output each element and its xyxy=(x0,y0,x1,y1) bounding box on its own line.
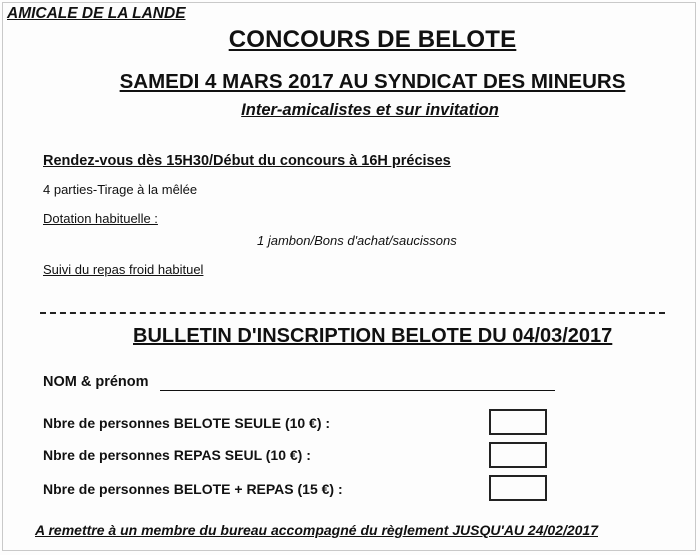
belote-only-label: Nbre de personnes BELOTE SEULE (10 €) : xyxy=(43,415,331,431)
dotation-label: Dotation habituelle : xyxy=(43,211,158,226)
belote-and-meal-count-box[interactable] xyxy=(489,475,547,501)
rendezvous-info: Rendez-vous dès 15H30/Début du concours à 16H précises xyxy=(43,153,451,169)
cut-line-divider xyxy=(40,312,665,314)
footer-note: A remettre à un membre du bureau accompagné du règlement JUSQU'AU 24/02/2017 xyxy=(35,522,598,538)
association-name: AMICALE DE LA LANDE xyxy=(7,5,186,22)
name-label: NOM & prénom xyxy=(43,374,149,390)
belote-only-count-box[interactable] xyxy=(489,409,547,435)
event-subtitle: Inter-amicalistes et sur invitation xyxy=(241,101,499,119)
meal-info: Suivi du repas froid habituel xyxy=(43,262,204,277)
registration-form-title: BULLETIN D'INSCRIPTION BELOTE DU 04/03/2017 xyxy=(133,325,613,347)
parties-info: 4 parties-Tirage à la mêlée xyxy=(43,182,198,197)
meal-only-label: Nbre de personnes REPAS SEUL (10 €) : xyxy=(43,447,311,463)
event-date-location: SAMEDI 4 MARS 2017 AU SYNDICAT DES MINEURS xyxy=(119,70,626,93)
prizes-info: 1 jambon/Bons d'achat/saucissons xyxy=(257,233,457,248)
meal-only-count-box[interactable] xyxy=(489,442,547,468)
event-title: CONCOURS DE BELOTE xyxy=(228,26,517,53)
belote-and-meal-label: Nbre de personnes BELOTE + REPAS (15 €) : xyxy=(43,481,343,497)
name-field[interactable] xyxy=(160,390,555,391)
